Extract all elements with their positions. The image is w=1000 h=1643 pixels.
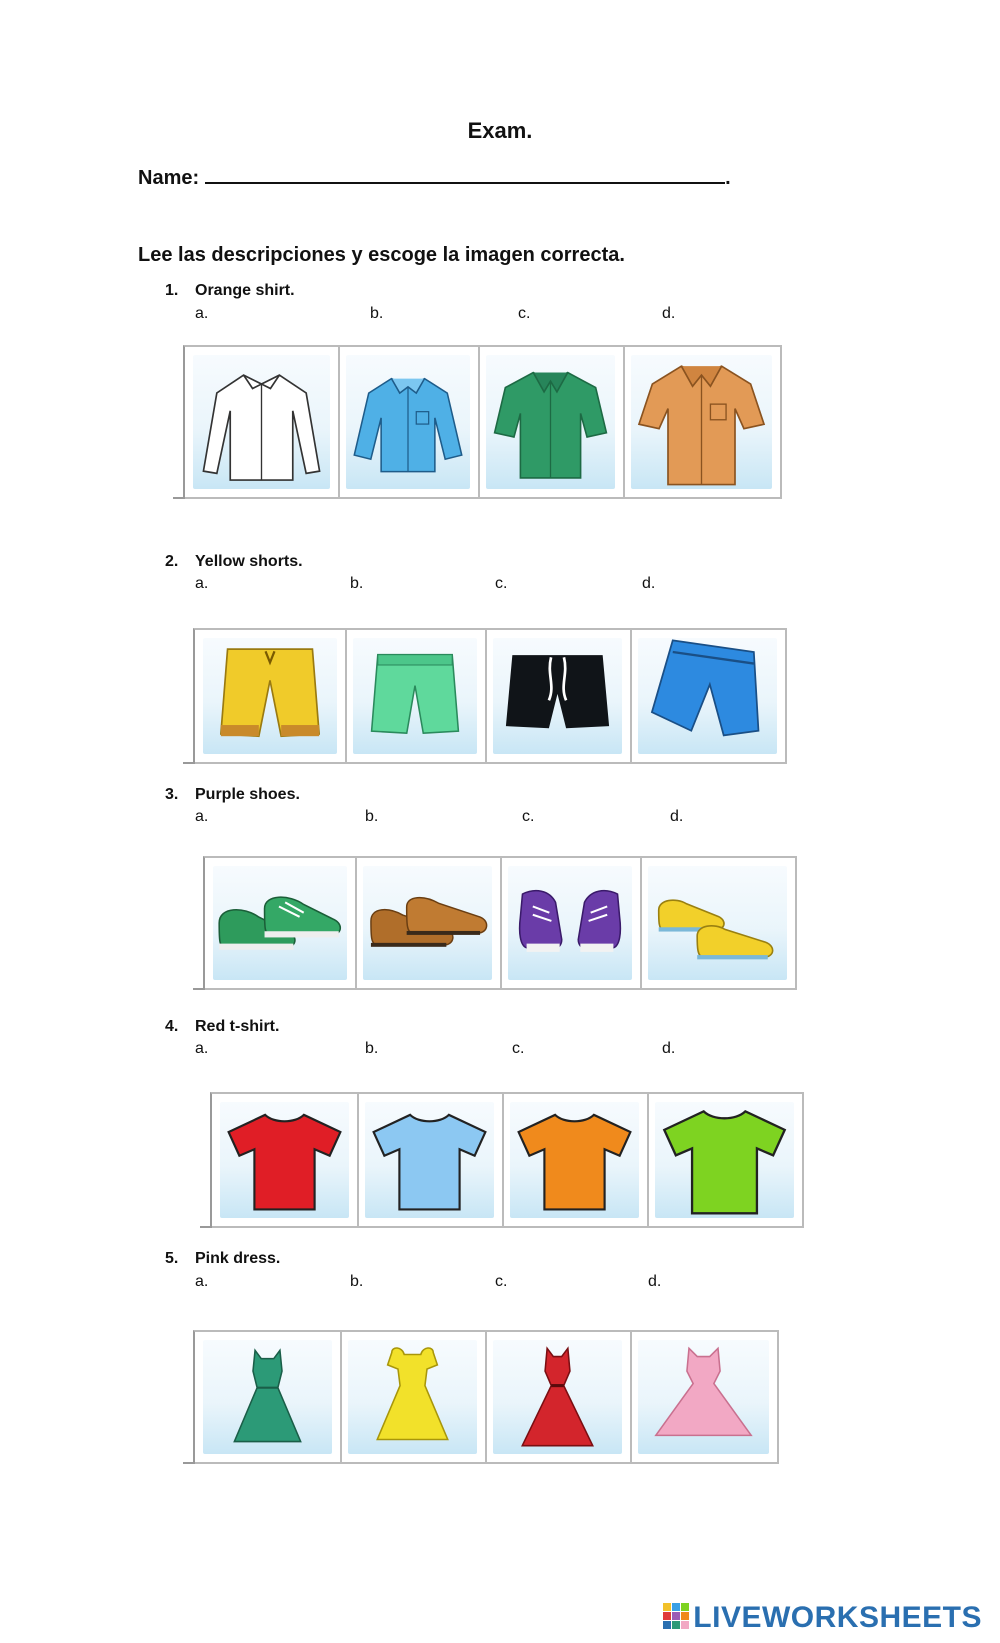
answer-row-5	[193, 1330, 779, 1464]
yellow-shorts-icon	[203, 638, 337, 754]
answer-row-1	[183, 345, 782, 499]
white-shirt-icon	[193, 355, 330, 489]
green-dress-icon	[203, 1340, 332, 1454]
question-number: 2.	[165, 553, 179, 570]
page-title: Exam.	[467, 118, 533, 143]
question-number: 5.	[165, 1250, 179, 1267]
pink-dress-icon	[638, 1340, 769, 1454]
red-dress-icon	[493, 1340, 622, 1454]
question-number: 1.	[165, 282, 179, 299]
option-5b[interactable]	[340, 1332, 487, 1462]
option-letter: b.	[365, 808, 379, 825]
green-sneakers-icon	[213, 866, 347, 980]
option-2d[interactable]	[630, 630, 785, 762]
green-shirt-icon	[486, 355, 615, 489]
option-5d[interactable]	[630, 1332, 777, 1462]
option-letter: c.	[518, 305, 531, 322]
option-letter: a.	[195, 305, 209, 322]
option-1c[interactable]	[478, 347, 625, 497]
option-letter: d.	[662, 1040, 676, 1057]
brand-name: LIVEWORKSHEETS	[693, 1601, 982, 1634]
blue-shirt-icon	[346, 355, 470, 489]
question-prompt: Purple shoes.	[195, 786, 300, 803]
option-letter: b.	[350, 1273, 364, 1290]
answer-row-4	[210, 1092, 804, 1228]
option-letter: d.	[670, 808, 684, 825]
orange-shirt-icon	[631, 355, 772, 489]
option-1b[interactable]	[338, 347, 480, 497]
question-prompt: Red t-shirt.	[195, 1018, 280, 1035]
light-blue-t-shirt-icon	[365, 1102, 494, 1218]
option-letter: b.	[365, 1040, 379, 1057]
green-t-shirt-icon	[655, 1102, 794, 1218]
instruction-text: Lee las descripciones y escoge la imagen correcta.	[138, 244, 625, 266]
option-letter: c.	[512, 1040, 525, 1057]
question-4-title	[165, 1018, 279, 1036]
yellow-shoes-icon	[648, 866, 787, 980]
option-3c[interactable]	[500, 858, 642, 988]
option-letter: b.	[350, 575, 364, 592]
option-3a[interactable]	[205, 858, 357, 988]
option-5a[interactable]	[195, 1332, 342, 1462]
option-letter: c.	[522, 808, 535, 825]
option-5c[interactable]	[485, 1332, 632, 1462]
yellow-dress-icon	[348, 1340, 477, 1454]
red-t-shirt-icon	[220, 1102, 349, 1218]
option-3b[interactable]	[355, 858, 502, 988]
option-letter: d.	[642, 575, 656, 592]
option-letter: d.	[648, 1273, 662, 1290]
option-4a[interactable]	[212, 1094, 359, 1226]
option-4b[interactable]	[357, 1094, 504, 1226]
name-label: Name:	[138, 167, 200, 189]
option-2c[interactable]	[485, 630, 632, 762]
option-2a[interactable]	[195, 630, 347, 762]
option-letter: d.	[662, 305, 676, 322]
name-field	[138, 164, 731, 190]
question-prompt: Yellow shorts.	[195, 553, 303, 570]
option-letter: c.	[495, 575, 508, 592]
name-end: .	[725, 167, 731, 189]
brown-shoes-icon	[363, 866, 492, 980]
question-2-title	[165, 553, 303, 571]
option-3d[interactable]	[640, 858, 795, 988]
answer-row-2	[193, 628, 787, 764]
option-1a[interactable]	[185, 347, 340, 497]
green-shorts-icon	[353, 638, 477, 754]
option-4d[interactable]	[647, 1094, 802, 1226]
option-letter: c.	[495, 1273, 508, 1290]
question-1-title	[165, 282, 295, 300]
orange-t-shirt-icon	[510, 1102, 639, 1218]
option-letter: a.	[195, 808, 209, 825]
option-letter: a.	[195, 1040, 209, 1057]
option-4c[interactable]	[502, 1094, 649, 1226]
option-letter: a.	[195, 575, 209, 592]
option-2b[interactable]	[345, 630, 487, 762]
black-shorts-icon	[493, 638, 622, 754]
question-3-title	[165, 786, 300, 804]
option-letter: a.	[195, 1273, 209, 1290]
question-prompt: Orange shirt.	[195, 282, 295, 299]
option-letter: b.	[370, 305, 384, 322]
logo-blocks-icon	[663, 1603, 689, 1629]
question-5-title	[165, 1250, 280, 1268]
name-blank-line[interactable]	[205, 164, 725, 184]
option-1d[interactable]	[623, 347, 780, 497]
question-prompt: Pink dress.	[195, 1250, 281, 1267]
question-number: 4.	[165, 1018, 179, 1035]
question-number: 3.	[165, 786, 179, 803]
liveworksheets-logo[interactable]	[663, 1601, 982, 1635]
blue-shorts-icon	[638, 638, 777, 754]
purple-shoes-icon	[508, 866, 632, 980]
answer-row-3	[203, 856, 797, 990]
